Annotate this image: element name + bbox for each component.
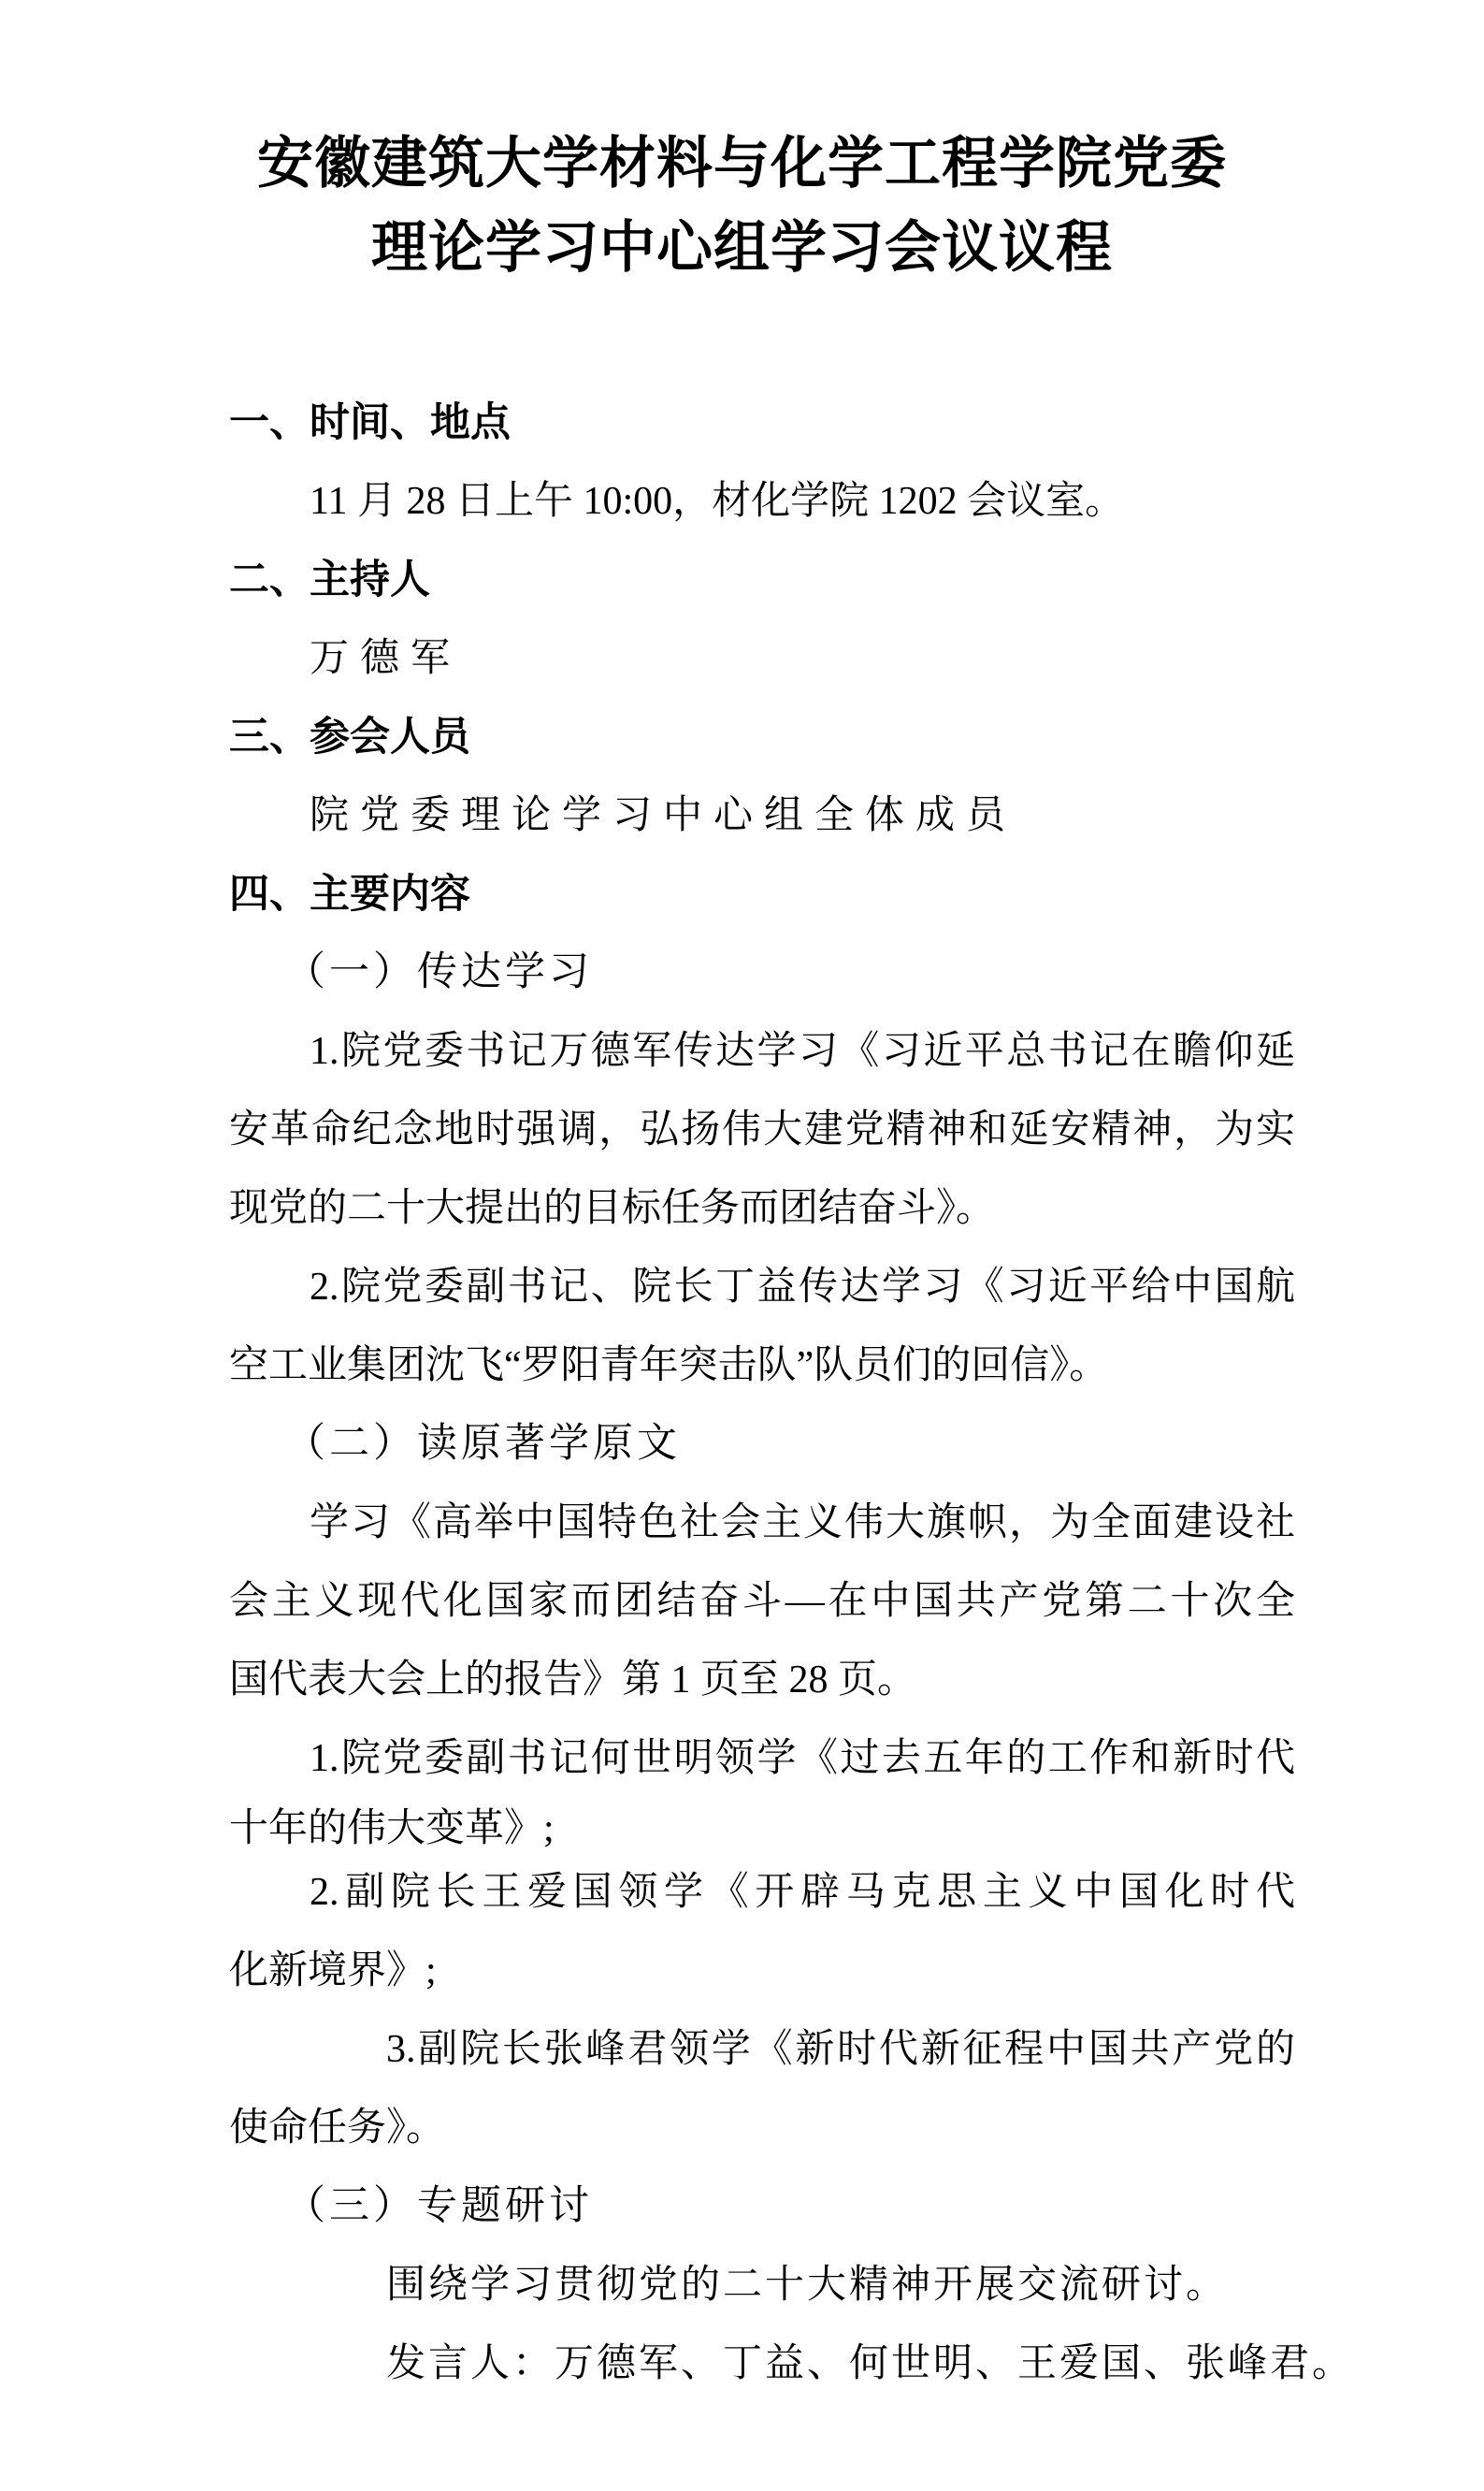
line-study-report-3: 国代表大会上的报告》第 1 页至 28 页。 bbox=[229, 1658, 917, 1702]
line-lead2-1: 2.副院长王爱国领学《开辟马克思主义中国化时代 bbox=[310, 1871, 1295, 1914]
line-transmit-item1-1: 1.院党委书记万德军传达学习《习近平总书记在瞻仰延 bbox=[310, 1030, 1295, 1073]
title-line-1: 安徽建筑大学材料与化学工程学院党委 bbox=[257, 133, 1227, 195]
line-lead2-2: 化新境界》; bbox=[229, 1949, 437, 1992]
title-line-2: 理论学习中心组学习会议议程 bbox=[371, 217, 1113, 279]
line-time-location: 11 月 28 日上午 10:00，材化学院 1202 会议室。 bbox=[310, 480, 1125, 523]
subsection-heading-transmit-study: （一）传达学习 bbox=[285, 950, 593, 994]
line-lead1-2: 十年的伟大变革》; bbox=[229, 1807, 555, 1850]
line-discussion: 围绕学习贯彻党的二十大精神开展交流研讨。 bbox=[386, 2264, 1229, 2307]
document-body bbox=[229, 384, 1355, 2403]
section-heading-main-content: 四、主要内容 bbox=[229, 872, 470, 917]
line-lead1-1: 1.院党委副书记何世明领学《过去五年的工作和新时代 bbox=[310, 1737, 1295, 1780]
line-transmit-item2-2: 空工业集团沈飞“罗阳青年突击队”队员们的回信》。 bbox=[229, 1344, 1109, 1387]
line-host-name: 万德军 bbox=[310, 637, 462, 680]
document-title bbox=[0, 0, 1484, 290]
line-study-report-1: 学习《高举中国特色社会主义伟大旗帜，为全面建设社 bbox=[310, 1501, 1295, 1544]
line-lead3-2: 使命任务》。 bbox=[229, 2107, 446, 2150]
line-transmit-item1-2: 安革命纪念地时强调，弘扬伟大建党精神和延安精神，为实 bbox=[229, 1108, 1295, 1151]
line-transmit-item1-3: 现党的二十大提出的目标任务而团结奋斗》。 bbox=[229, 1187, 996, 1230]
line-speakers: 发言人：万德军、丁益、何世明、王爱国、张峰君。 bbox=[386, 2342, 1355, 2385]
section-heading-host: 二、主持人 bbox=[229, 558, 430, 602]
subsection-heading-special-discussion: （三）专题研讨 bbox=[285, 2184, 593, 2228]
line-lead3-1: 3.副院长张峰君领学《新时代新征程中国共产党的 bbox=[386, 2028, 1295, 2071]
subsection-heading-read-originals: （二）读原著学原文 bbox=[285, 1422, 681, 1466]
line-participants: 院党委理论学习中心组全体成员 bbox=[310, 794, 1017, 837]
section-heading-time-location: 一、时间、地点 bbox=[229, 400, 511, 445]
section-heading-participants: 三、参会人员 bbox=[229, 715, 470, 760]
line-transmit-item2-1: 2.院党委副书记、院长丁益传达学习《习近平给中国航 bbox=[310, 1266, 1295, 1309]
line-study-report-2: 会主义现代化国家而团结奋斗—在中国共产党第二十次全 bbox=[229, 1580, 1295, 1623]
